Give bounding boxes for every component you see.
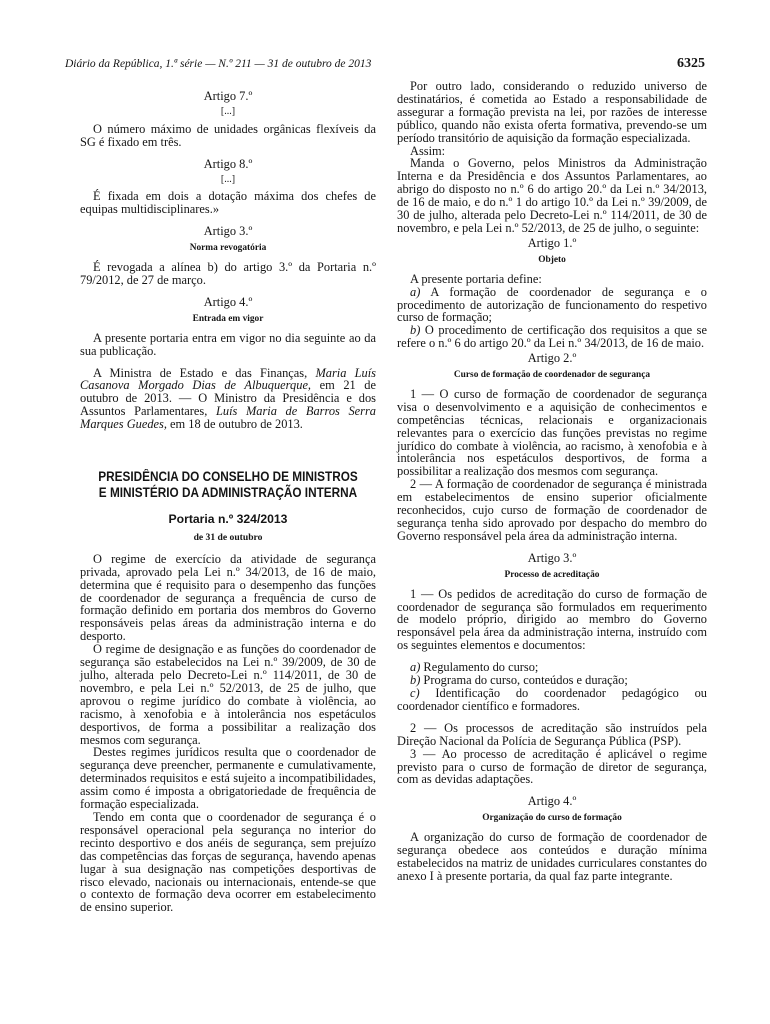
- left-column: [80, 90, 376, 914]
- paragraph: O número máximo de unidades orgânicas flexíveis da SG é fixado em três.: [80, 121, 376, 149]
- article-title: Artigo 3.º: [203, 224, 253, 239]
- article-title: Artigo 1.º: [527, 235, 577, 250]
- article-subtitle: Objeto: [538, 254, 566, 265]
- paragraph: 2 — A formação de coordenador de segurança é ministrada em estabelecimentos de ensino superior oficialmente reconhecidos, cujo curso de formação de coordenador de segurança tenha sido aprovado por despacho do membro do Governo responsável pela área da administração interna.: [397, 477, 707, 543]
- right-column: [397, 80, 707, 883]
- page-header: [65, 56, 705, 76]
- organization-line: PRESIDÊNCIA DO CONSELHO DE MINISTROS: [98, 469, 358, 485]
- article-subtitle: Entrada em vigor: [192, 313, 264, 324]
- item-text: Identificação do coordenador pedagógico ou coordenador científico e formadores.: [397, 685, 707, 713]
- list-item: [397, 324, 707, 350]
- paragraph: Assim:: [410, 143, 446, 158]
- item-letter: a): [410, 660, 421, 675]
- paragraph: 2 — Os processos de acreditação são instruídos pela Direção Nacional da Polícia de Segurança Pública (PSP).: [397, 720, 707, 748]
- item-letter: b): [410, 323, 421, 338]
- article-subtitle: Norma revogatória: [189, 243, 267, 254]
- paragraph: É revogada a alínea b) do artigo 3.º da Portaria n.º 79/2012, de 27 de março.: [80, 260, 376, 287]
- page-number: 6325: [677, 56, 705, 71]
- omission-mark: [...]: [220, 105, 236, 117]
- diploma-title: Portaria n.º 324/2013: [168, 512, 288, 527]
- item-text: Regulamento do curso;: [420, 660, 539, 675]
- signature-text: em 21 de outubro de 2013. — O Ministro da Presidência e dos Assuntos Parlamentares,: [80, 378, 376, 419]
- paragraph: Manda o Governo, pelos Ministros da Administração Interna e da Presidência e dos Assuntos Parlamentares, ao abrigo do disposto no n.º 6 do artigo 20.º da Lei n.º 34/2013, de 16 de maio, e do n.º 1 do artigo 10.º da Lei n.º 39/2009, de 30 de julho, alterada pelo Decreto-Lei n.º 114/2011, de 30 de novembro, e pela Lei n.º 52/2013, de 25 de julho, o seguinte:: [397, 156, 707, 235]
- organization-line: E MINISTÉRIO DA ADMINISTRAÇÃO INTERNA: [98, 485, 358, 501]
- paragraph: O regime de designação e as funções do coordenador de segurança são estabelecidos na Lei n.º 39/2009, de 30 de julho, alterada pelo Decreto-Lei n.º 114/2011, de 30 de novembro, e pela Lei n.º 52/2013, de 25 de julho, que aprovou o regime jurídico do combate à violência, ao racismo, à xenofobia e à intolerância nos espetáculos desportivos, de forma a possibilitar a realização dos mesmos com segurança.: [80, 642, 376, 747]
- paragraph: Destes regimes jurídicos resulta que o coordenador de segurança deve preencher, permanente e cumulativamente, determinados requisitos e está sujeito a incompatibilidades, assim como é imposta a obrigatoriedade de frequência de formação especializada.: [80, 745, 376, 812]
- paragraph: 1 — O curso de formação de coordenador de segurança visa o desenvolvimento e a aquisição de conhecimentos e competências técnicas, relacionais e organizacionais relevantes para o exercício das funções previstas no regime jurídico do combate à violência, ao racismo, à xenofobia e à intolerância nos espetáculos desportivos, de forma a possibilitar a realização dos mesmos com segurança.: [397, 386, 707, 479]
- signature-paragraph: [80, 367, 376, 432]
- paragraph: O regime de exercício da atividade de segurança privada, aprovado pela Lei n.º 34/2013, de 16 de maio, determina que é requisito para o desempenho das funções de coordenador de segurança a frequência de curso de formação definido em portaria dos membros do Governo responsáveis pelas áreas da administração interna e do desporto.: [80, 551, 376, 644]
- signatory-name: Luís Maria de Barros Serra Marques Guedes,: [80, 404, 377, 432]
- article-subtitle: Organização do curso de formação: [482, 813, 622, 824]
- paragraph: É fixada em dois a dotação máxima dos chefes de equipas multidisciplinares.»: [80, 189, 376, 217]
- paragraph: Por outro lado, considerando o reduzido universo de destinatários, é cometida ao Estado a responsabilidade de assegurar a formação prevista na lei, por razões de interesse público, quando não exista oferta formativa, prevendo-se um período transitório de aquisição da formação especializada.: [397, 79, 707, 145]
- signature-text: em 18 de outubro de 2013.: [166, 417, 303, 432]
- article-title: Artigo 4.º: [203, 294, 253, 309]
- article-title: Artigo 3.º: [527, 550, 577, 565]
- omission-mark: [...]: [220, 173, 236, 185]
- article-subtitle: Processo de acreditação: [504, 569, 600, 580]
- article-title: Artigo 8.º: [203, 156, 253, 171]
- paragraph: A presente portaria entra em vigor no dia seguinte ao da sua publicação.: [80, 330, 376, 358]
- list-item: [397, 286, 707, 325]
- item-letter: b): [410, 673, 421, 688]
- signatory-name: Maria Luís Casanova Morgado Dias de Albuquerque,: [80, 365, 376, 393]
- paragraph: A organização do curso de formação de coordenador de segurança obedece aos conteúdos e duração mínima estabelecidos na matriz de unidades curriculares constantes do anexo I à presente portaria, da qual faz parte integrante.: [397, 830, 707, 883]
- organization-heading: [98, 469, 358, 501]
- diploma-date: de 31 de outubro: [193, 531, 263, 543]
- signature-text: A Ministra de Estado e das Finanças,: [93, 365, 316, 380]
- article-subtitle: Curso de formação de coordenador de segurança: [453, 370, 651, 381]
- paragraph: Tendo em conta que o coordenador de segurança é o responsável operacional pela segurança no interior do recinto desportivo e dos anéis de segurança, sem prejuízo das competências das forças de segurança, havendo apenas lugar à sua designação nas competições desportivas de risco elevado, nacionais ou internacionais, entende-se que o contexto de formação deva ocorrer em estabelecimento de ensino superior.: [80, 809, 376, 915]
- paragraph: 1 — Os pedidos de acreditação do curso de formação de coordenador de segurança são formulados em requerimento de modelo próprio, dirigido ao membro do Governo responsável pela área da administração interna, instruído com os seguintes elementos e documentos:: [397, 586, 707, 653]
- item-text: Programa do curso, conteúdos e duração;: [420, 673, 628, 688]
- article-title: Artigo 2.º: [527, 351, 577, 366]
- list-item: [397, 687, 707, 713]
- item-letter: a): [410, 284, 421, 299]
- item-letter: c): [410, 685, 420, 700]
- item-text: A formação de coordenador de segurança e o procedimento de autorização de funcionamento do respetivo curso de formação;: [397, 284, 707, 325]
- article-title: Artigo 7.º: [203, 89, 253, 103]
- paragraph: 3 — Ao processo de acreditação é aplicável o regime previsto para o curso de formação de diretor de segurança, com as devidas adaptações.: [397, 746, 707, 787]
- paragraph: A presente portaria define:: [410, 271, 542, 286]
- running-title: Diário da República, 1.ª série — N.º 211 — 31 de outubro de 2013: [65, 58, 372, 70]
- article-title: Artigo 4.º: [527, 794, 577, 809]
- item-text: O procedimento de certificação dos requisitos a que se refere o n.º 6 do artigo 20.º da Lei n.º 34/2013, de 16 de maio.: [397, 323, 707, 351]
